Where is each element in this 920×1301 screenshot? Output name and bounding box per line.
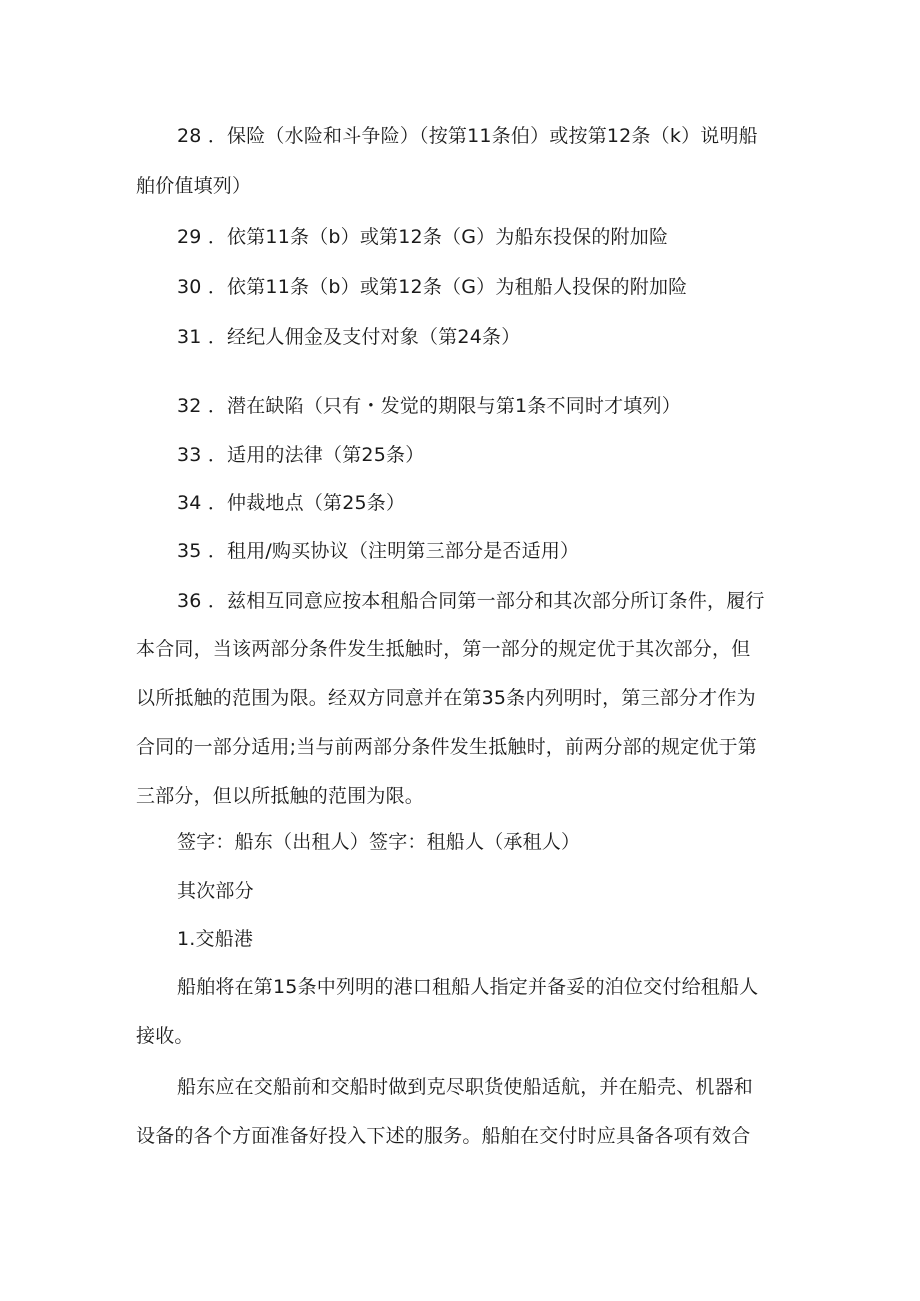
- item-30: 30 ．依第11条（b）或第12条（G）为租船人投保的附加险: [177, 276, 688, 298]
- signature-line: 签字：船东（出租人）签字：租船人（承租人）: [177, 831, 581, 853]
- item-33: 33 ．适用的法律（第25条）: [177, 444, 425, 466]
- clause-1-para-1-line-2: 接收。: [136, 1025, 194, 1047]
- section-heading: 其次部分: [177, 880, 254, 902]
- item-36-line-5: 三部分，但以所抵触的范围为限。: [136, 785, 425, 807]
- item-28-line-1: 28 ．保险（水险和斗争险）（按第11条伯）或按第12条（k）说明船: [177, 125, 758, 147]
- item-28-line-2: 舶价值填列）: [136, 175, 252, 197]
- item-34: 34 ．仲裁地点（第25条）: [177, 492, 406, 514]
- item-36-line-2: 本合同，当该两部分条件发生抵触时，第一部分的规定优于其次部分，但: [136, 638, 751, 660]
- item-35: 35 ．租用/购买协议（注明第三部分是否适用）: [177, 540, 580, 562]
- item-29: 29 ．依第11条（b）或第12条（G）为船东投保的附加险: [177, 226, 669, 248]
- item-31: 31 ．经纪人佣金及支付对象（第24条）: [177, 326, 521, 348]
- item-36-line-3: 以所抵触的范围为限。经双方同意并在第35条内列明时，第三部分才作为: [136, 687, 756, 709]
- item-36-line-1: 36 ．兹相互同意应按本租船合同第一部分和其次部分所订条件，履行: [177, 590, 765, 612]
- clause-1-para-2-line-1: 船东应在交船前和交船时做到克尽职货使船适航，并在船壳、机器和: [177, 1076, 754, 1098]
- item-36-line-4: 合同的一部分适用;当与前两部分条件发生抵触时，前两分部的规定优于第: [136, 736, 758, 758]
- clause-1-para-2-line-2: 设备的各个方面准备好投入下述的服务。船舶在交付时应具备各项有效合: [136, 1125, 751, 1147]
- clause-1-heading: 1.交船港: [177, 928, 254, 950]
- item-32: 32 ．潜在缺陷（只有・发觉的期限与第1条不同时才填列）: [177, 395, 681, 417]
- clause-1-para-1-line-1: 船舶将在第15条中列明的港口租船人指定并备妥的泊位交付给租船人: [177, 976, 759, 998]
